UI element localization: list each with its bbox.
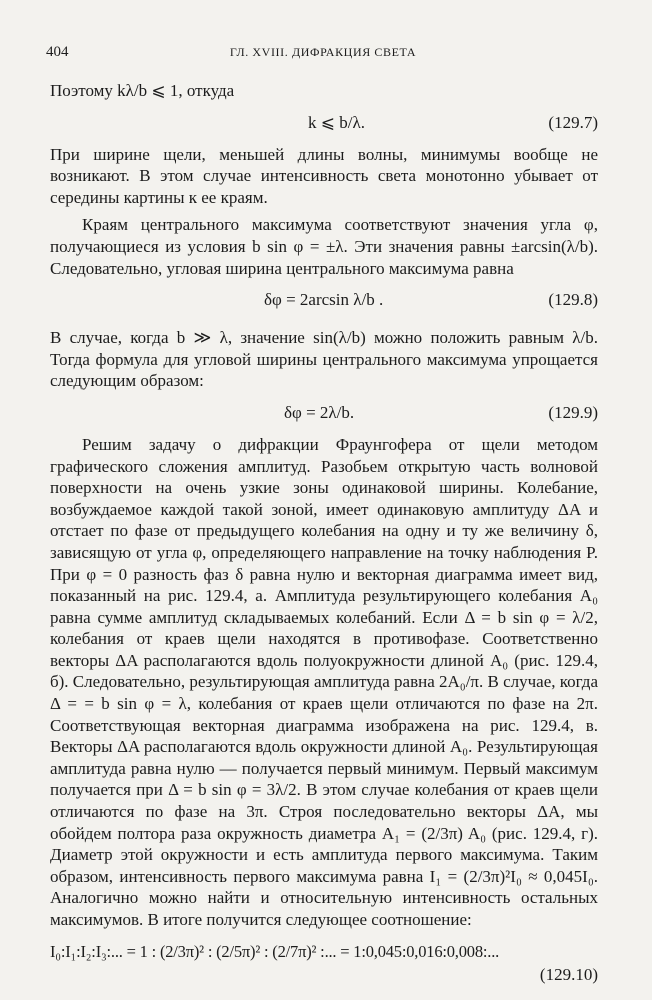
equation-number: (129.9) (548, 402, 598, 422)
equation-number: (129.10) (539, 965, 598, 985)
equation-formula: δφ = 2λ/b. (284, 402, 355, 422)
running-title: ГЛ. XVIII. ДИФРАКЦИЯ СВЕТА (229, 45, 417, 59)
page-number: 404 (46, 44, 69, 60)
equation-number: (129.7) (548, 112, 598, 132)
equation-129-10-formula: I₀:I₁:I₂:I₃:... = 1 : (2/3π)² : (2/5π)² : (2/7π)² :... = 1:0,045:0,016:0,008:... (50, 941, 500, 961)
equation-formula: k ⩽ b/λ. (308, 112, 365, 132)
paragraph: Решим задачу о дифракции Фраунгофера от щели методом графического сложения амплитуд. Разобьем открытую часть волновой поверхности на очень узкие зоны одинаковой ширины. Колебание, возбуждаемое каждой такой зоной, имеет одинаковую амплитуду ΔA и отстает по фазе от предыдущего колебания на одну и ту же величину δ, зависящую от угла φ, определяющего направление на точку наблюдения P. При φ = 0 разность фаз δ равна нулю и векторная диаграмма имеет вид, показанный на рис. 129.4, а. Амплитуда результирующего колебания A₀ равна сумме амплитуд складываемых колебаний. Если Δ = b sin φ = λ/2, колебания от краев щели находятся в противофазе. Соответственно векторы ΔA располагаются вдоль полуокружности длиной A₀ (рис. 129.4, б). Следовательно, результирующая амплитуда равна 2A₀/π. В случае, когда Δ = = b sin φ = λ, колебания от краев щели отличаются по фазе на 2π. Соответствующая векторная диаграмма изображена на рис. 129.4, в. Векторы ΔA располагаются вдоль окружности длиной A₀. Результирующая амплитуда равна нулю — получается первый минимум. Первый максимум получается при Δ = b sin φ = 3λ/2. В этом случае колебания от краев щели отличаются по фазе на 3π. Строя последовательно векторы ΔA, мы обойдем полтора раза окружность диаметра A₁ = (2/3π) A₀ (рис. 129.4, г). Диаметр этой окружности и есть амплитуда первого максимума. Таким образом, интенсивность первого максимума равна I₁ = (2/3π)²I₀ ≈ 0,045I₀. Аналогично можно найти и относительную интенсивность остальных максимумов. В итоге получится следующее соотношение: (50, 434, 598, 929)
equation-129-9 (50, 394, 598, 432)
paragraph: В случае, когда b ≫ λ, значение sin(λ/b) можно положить равным λ/b. Тогда формула для угловой ширины центрального максимума упрощается следующим образом: (50, 328, 598, 391)
running-header (46, 44, 600, 64)
paragraph: Краям центрального максимума соответствуют значения угла φ, получающиеся из условия b sin φ = ±λ. Эти значения равны ±arcsin(λ/b). Следовательно, угловая ширина центрального максимума равна (50, 215, 598, 278)
equation-number: (129.8) (548, 290, 598, 310)
paragraph: При ширине щели, меньшей длины волны, минимумы вообще не возникают. В этом случае интенсивность света монотонно убывает от середины картины к ее краям. (50, 144, 598, 207)
page-body (50, 80, 598, 986)
equation-129-8 (50, 281, 598, 319)
intro-line: Поэтому kλ/b ⩽ 1, откуда (50, 81, 235, 100)
equation-formula: δφ = 2arcsin λ/b . (264, 290, 384, 310)
equation-129-7 (50, 104, 598, 142)
